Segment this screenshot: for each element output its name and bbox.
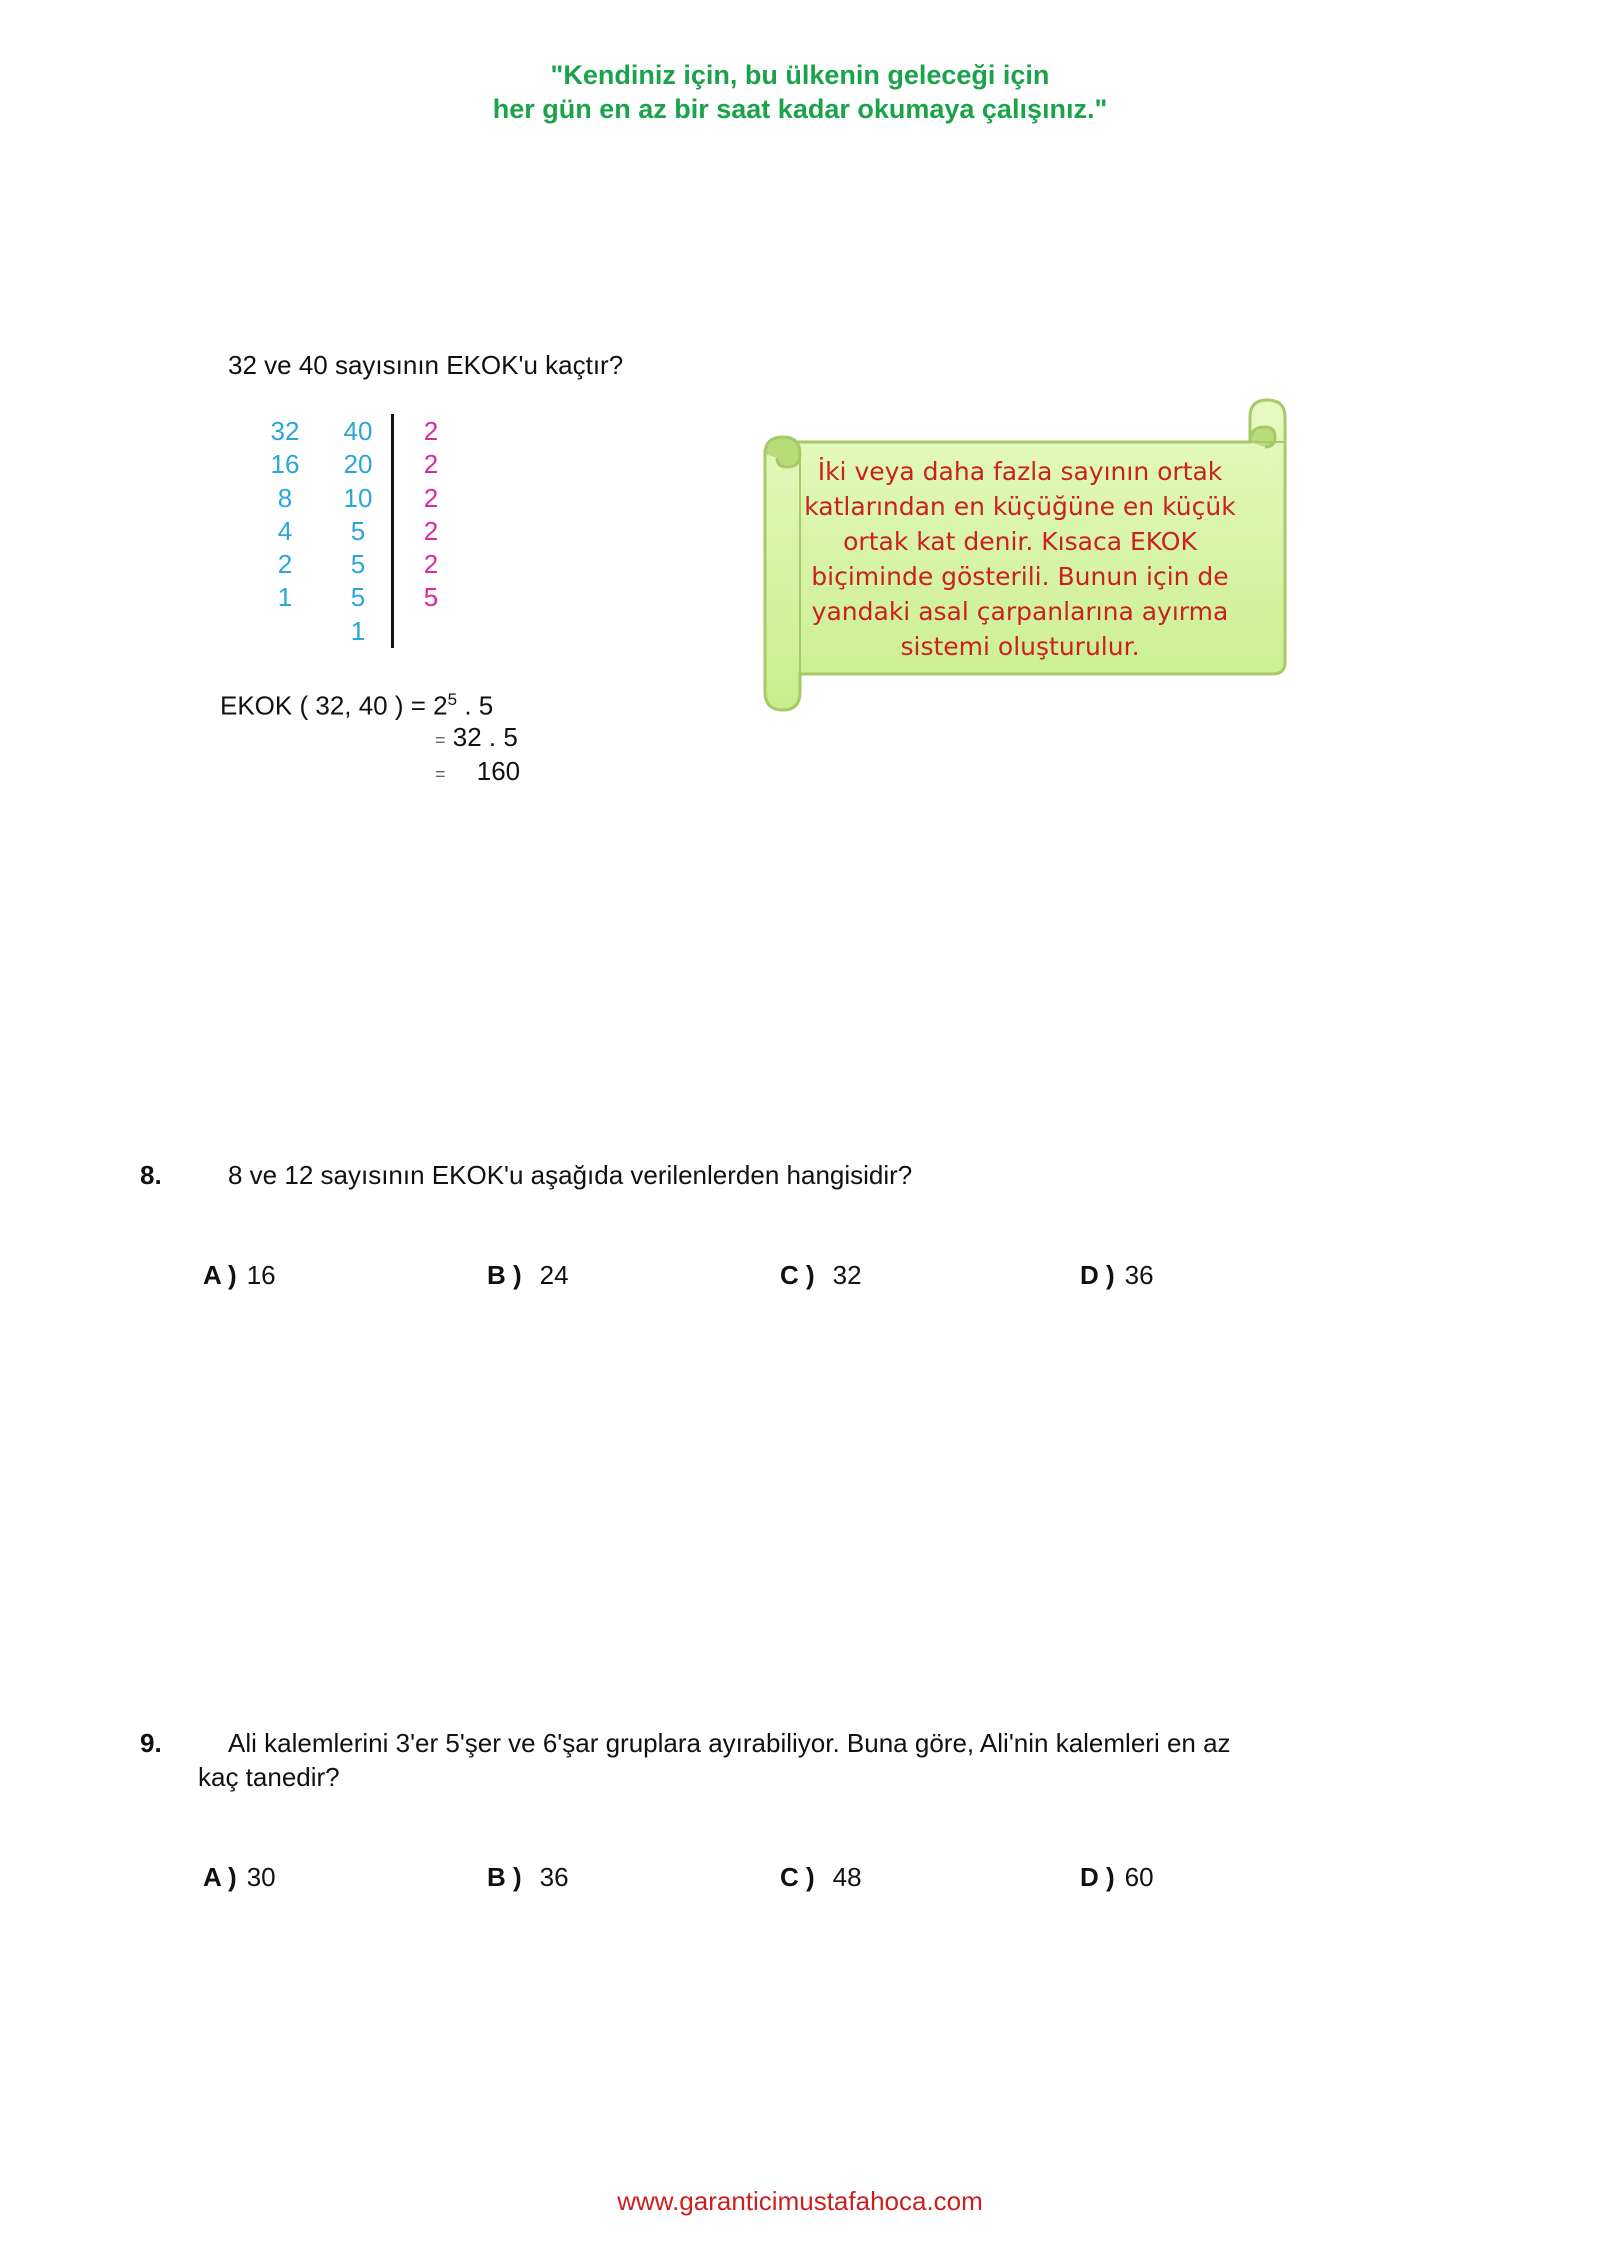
prime-factor: 5: [423, 582, 439, 613]
prime-factor: 2: [423, 449, 439, 480]
q8-choice-a[interactable]: [203, 1260, 276, 1291]
ekok-label: EKOK ( 32, 40 ) = 2: [220, 690, 448, 721]
q8-choice-d[interactable]: [1080, 1260, 1154, 1291]
equals-sign: =: [435, 730, 446, 750]
division-line: [391, 414, 394, 648]
factor-cell: 1: [350, 615, 366, 646]
choice-letter: B ): [487, 1260, 522, 1290]
choice-value: 30: [246, 1862, 276, 1892]
prime-factor: 2: [423, 549, 439, 580]
factor-cell: 4: [277, 515, 293, 546]
choice-value: 24: [539, 1260, 569, 1290]
ekok-exponent: 5: [447, 690, 458, 709]
q9-choice-b[interactable]: [487, 1862, 569, 1893]
prime-factor: 2: [423, 515, 439, 546]
factor-cell: 2: [277, 549, 293, 580]
q9-choice-c[interactable]: [780, 1862, 862, 1893]
factor-cell: 20: [343, 449, 373, 480]
factorization-column-32: [255, 415, 315, 615]
question-9-text-line-2: kaç tanedir?: [198, 1762, 340, 1792]
q8-choice-c[interactable]: [780, 1260, 862, 1291]
factor-cell: 10: [343, 482, 373, 513]
header-quote-line-2: her gün en az bir saat kadar okumaya çalışınız.": [492, 94, 1108, 124]
choice-letter: C ): [780, 1260, 815, 1290]
ekok-step-2: [435, 756, 520, 787]
footer-url[interactable]: www.garanticimustafahoca.com: [617, 2186, 983, 2216]
factor-cell: 5: [350, 515, 366, 546]
factorization-column-40: [328, 415, 388, 648]
q9-choice-d[interactable]: [1080, 1862, 1154, 1893]
prime-factor: 2: [423, 416, 439, 446]
factor-cell: 5: [350, 549, 366, 580]
choice-letter: A ): [203, 1862, 237, 1892]
factor-cell: 32: [270, 416, 300, 446]
header-quote-line-1: "Kendiniz için, bu ülkenin geleceği için: [550, 60, 1050, 90]
choice-value: 48: [832, 1862, 862, 1892]
step-1-value: 32 . 5: [452, 722, 518, 752]
choice-value: 60: [1124, 1862, 1154, 1892]
choice-value: 36: [1124, 1260, 1154, 1290]
q8-choice-b[interactable]: [487, 1260, 569, 1291]
ekok-result: [220, 690, 493, 722]
choice-letter: D ): [1080, 1862, 1115, 1892]
step-2-value: 160: [476, 756, 521, 786]
choice-letter: D ): [1080, 1260, 1115, 1290]
choice-letter: A ): [203, 1260, 237, 1290]
factor-cell: 16: [270, 449, 300, 480]
q9-choice-a[interactable]: [203, 1862, 276, 1893]
scroll-note-text: İki veya daha fazla sayının ortak katlarından en küçüğüne en küçük ortak kat denir. Kısaca EKOK biçiminde gösterili. Bunun için de yandaki asal çarpanlarına ayırma sistemi oluşturulur.: [804, 457, 1236, 661]
example-question: 32 ve 40 sayısının EKOK'u kaçtır?: [228, 350, 624, 380]
choice-letter: C ): [780, 1862, 815, 1892]
factor-cell: 40: [343, 416, 373, 446]
choice-value: 32: [832, 1260, 862, 1290]
choice-value: 16: [246, 1260, 276, 1290]
factor-cell: 5: [350, 582, 366, 613]
factor-cell: 1: [277, 582, 293, 613]
question-8-number: 8.: [140, 1160, 162, 1190]
question-9-text-line-1: Ali kalemlerini 3'er 5'şer ve 6'şar gruplara ayırabiliyor. Buna göre, Ali'nin kalemleri en az: [228, 1728, 1231, 1758]
ekok-tail: . 5: [457, 690, 494, 721]
question-9-number: 9.: [140, 1728, 162, 1758]
prime-factor: 2: [423, 482, 439, 513]
choice-value: 36: [539, 1862, 569, 1892]
factor-cell: 8: [277, 482, 293, 513]
equals-sign: =: [435, 764, 446, 784]
choice-letter: B ): [487, 1862, 522, 1892]
prime-factors-column: [401, 415, 461, 615]
ekok-step-1: [435, 722, 518, 753]
question-8-text: 8 ve 12 sayısının EKOK'u aşağıda verilenlerden hangisidir?: [228, 1160, 913, 1190]
